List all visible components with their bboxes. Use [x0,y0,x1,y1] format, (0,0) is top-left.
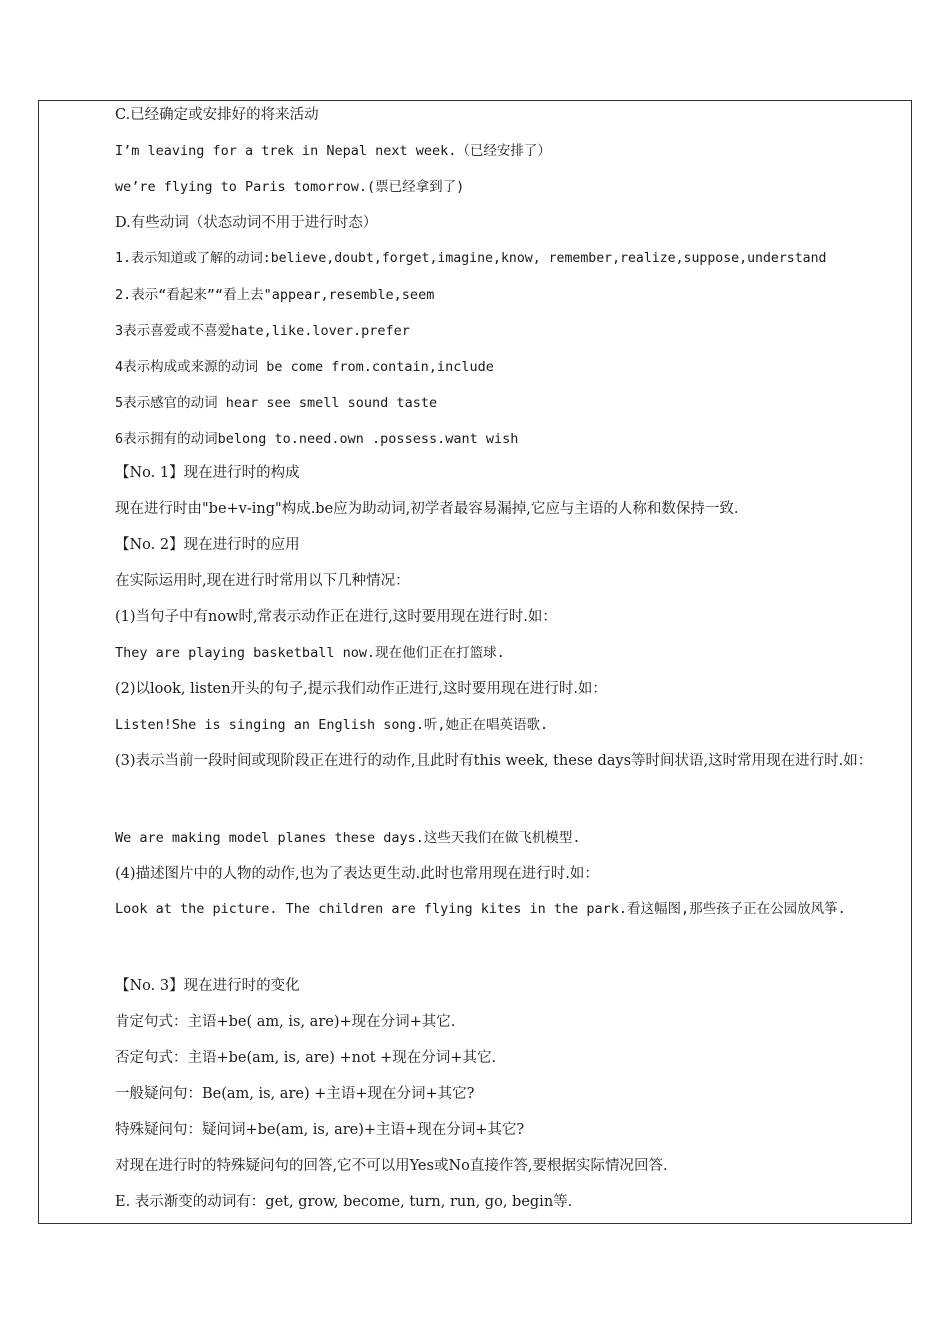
text-line: 5表示感官的动词 hear see smell sound taste [115,395,438,411]
text-line: I’m leaving for a trek in Nepal next week.（已经安排了） [115,143,551,159]
text-line: C.已经确定或安排好的将来活动 [115,107,319,123]
text-line: 在实际运用时,现在进行时常用以下几种情况： [115,573,410,589]
text-line: 特殊疑问句：疑问词+be(am, is, are)+主语+现在分词+其它? [115,1122,525,1138]
text-line: 4表示构成或来源的动词 be come from.contain,include [115,359,494,375]
text-line: 对现在进行时的特殊疑问句的回答,它不可以用Yes或No直接作答,要根据实际情况回答. [115,1158,668,1174]
text-line: (4)描述图片中的人物的动作,也为了表达更生动.此时也常用现在进行时.如： [115,866,599,882]
text-line: 2.表示“看起来”“看上去"appear,resemble,seem [115,287,435,303]
section-heading: 【No. 2】现在进行时的应用 [115,537,300,553]
example-sentence: They are playing basketball now.现在他们正在打篮球. [115,645,505,661]
section-heading: 【No. 1】现在进行时的构成 [115,465,300,481]
text-line: we’re flying to Paris tomorrow.(票已经拿到了) [115,179,465,195]
text-line: (2)以look, listen开头的句子,提示我们动作正进行,这时要用现在进行时.如： [115,681,607,697]
section-heading: 【No. 3】现在进行时的变化 [115,978,300,994]
example-paragraph: Look at the picture. The children are flying kites in the park.看这幅图,那些孩子正在公园放风筝. [115,901,846,917]
text-line: D.有些动词（状态动词不用于进行时态） [115,215,378,231]
text-line: E. 表示渐变的动词有：get, grow, become, turn, run, go, begin等. [115,1194,573,1210]
text-line: 肯定句式：主语+be( am, is, are)+现在分词+其它. [115,1014,456,1030]
text-line: 一般疑问句：Be(am, is, are) +主语+现在分词+其它? [115,1086,475,1102]
text-paragraph: (3)表示当前一段时间或现阶段正在进行的动作,且此时有this week, these days等时间状语,这时常用现在进行时.如： [115,753,873,769]
text-line: 6表示拥有的动词belong to.need.own .possess.want wish [115,431,519,447]
text-line: 现在进行时由"be+v-ing"构成.be应为助动词,初学者最容易漏掉,它应与主语的人称和数保持一致. [115,501,739,517]
text-line: (1)当句子中有now时,常表示动作正在进行,这时要用现在进行时.如： [115,609,557,625]
text-line: 否定句式：主语+be(am, is, are) +not +现在分词+其它. [115,1050,497,1066]
text-line: 1.表示知道或了解的动词:believe,doubt,forget,imagine,know, remember,realize,suppose,understand [115,251,827,266]
example-sentence: We are making model planes these days.这些天我们在做飞机模型. [115,830,581,846]
text-line: 3表示喜爱或不喜爱hate,like.lover.prefer [115,323,410,339]
example-sentence: Listen!She is singing an English song.听,她正在唱英语歌. [115,717,549,733]
document-frame [38,100,912,1224]
